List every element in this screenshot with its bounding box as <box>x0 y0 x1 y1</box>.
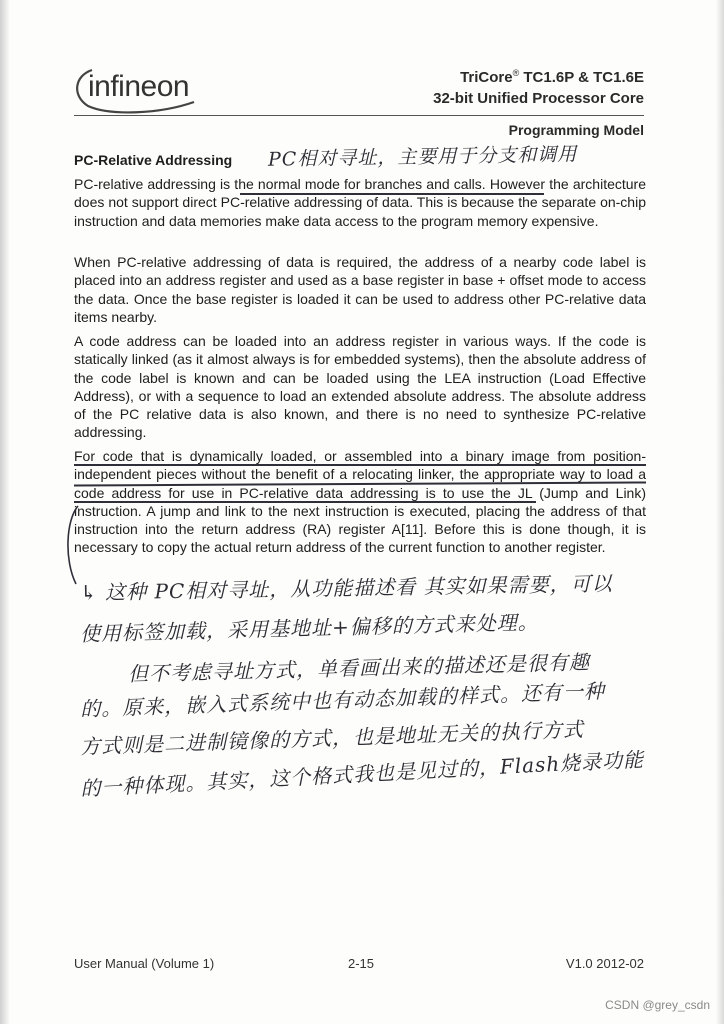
handwritten-heading-note: PC相对寻址，主要用于分支和调用 <box>267 143 578 171</box>
paragraph-1: PC-relative addressing is the normal mode for branches and calls. However the architecture does not support direct PC-relative addressing of data. This is because the separate on-chip instruction and data memories make data access to the program memory expensive. <box>74 176 646 229</box>
handwritten-note-line: ↳ 这种 PC相对寻址，从功能描述看 其实如果需要，可以 <box>79 571 613 605</box>
footer-version: V1.0 2012-02 <box>565 956 644 971</box>
footer-manual-name: User Manual (Volume 1) <box>74 956 215 971</box>
page-edge-shadow-right <box>716 0 724 1024</box>
product-title <box>460 68 644 86</box>
header-divider <box>74 115 644 116</box>
product-subtitle: 32-bit Unified Processor Core <box>433 90 644 107</box>
section-heading: PC-Relative Addressing <box>74 152 233 168</box>
product-variants: TC1.6P & TC1.6E <box>519 69 644 86</box>
handwritten-note-line: 的一种体现。其实，这个格式我也是见过的，Flash烧录功能 <box>79 747 645 801</box>
handwritten-note-line: 但不考虑寻址方式，单看画出来的描述还是很有趣 <box>127 649 591 687</box>
infineon-logo <box>70 62 200 118</box>
product-name: TriCore <box>460 69 513 86</box>
paragraph-3: A code address can be loaded into an address register in various ways. If the code is statically linked (as it almost always is for embedded systems), then the absolute address of the code label is known and can be loaded using the LEA instruction (Load Effective Address), or with a sequence to load an extended absolute address. The absolute address of the PC relative data is also known, and there is no need to synthesize PC-relative addressing. <box>74 333 646 441</box>
paragraph-2: When PC-relative addressing of data is required, the address of a nearby code label is placed into an address register and used as a base register in base + offset mode to access the data. Once the base register is loaded it can be used to address other PC-relative data items nearby. <box>74 254 646 325</box>
footer-page-number: 2-15 <box>348 956 375 971</box>
logo-wordmark: infineon <box>88 70 190 103</box>
registered-mark: ® <box>512 68 520 78</box>
paragraph-4: For code that is dynamically loaded, or assembled into a binary image from position-independent pieces without the benefit of a relocating linker, the appropriate way to load a code address for use in PC-relative data addressing is to use the JL (Jump and Link) instruction. A jump and link to the next instruction is executed, placing the address of that instruction into the return address (RA) register A[11]. Before this is done though, it is necessary to copy the actual return address of the current function to another register. <box>74 448 646 556</box>
handwritten-note-line: 的。原来，嵌入式系统中也有动态加载的样式。还有一种 <box>79 678 606 722</box>
pen-underline <box>74 464 646 466</box>
handwritten-note-line: 使用标签加载，采用基地址+偏移的方式来处理。 <box>79 609 540 646</box>
pen-underline <box>240 193 544 195</box>
chapter-title: Programming Model <box>508 122 644 138</box>
pen-underline <box>74 501 536 503</box>
watermark: CSDN @grey_csdn <box>605 998 710 1012</box>
page-edge-shadow <box>0 0 10 1024</box>
handwritten-note-line: 方式则是二进制镜像的方式，也是地址无关的执行方式 <box>79 717 585 759</box>
